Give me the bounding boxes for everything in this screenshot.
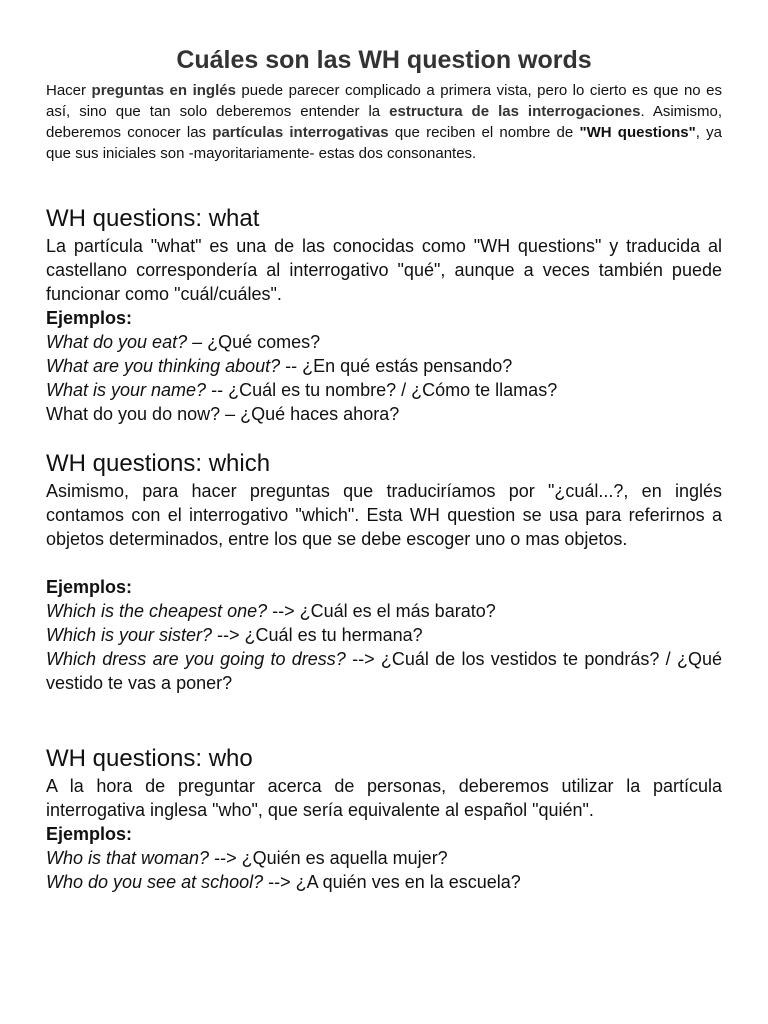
section-paragraph: Asimismo, para hacer preguntas que traduciríamos por "¿cuál...?, en inglés contamos con el interrogativo "which". Esta WH question se usa para referirnos a objetos determinados, entre los que se debe escoger uno o mas objetos. <box>46 481 722 549</box>
intro-text: que reciben el nombre de <box>388 124 580 141</box>
example-spanish: -- ¿En qué estás pensando? <box>280 356 513 376</box>
section-paragraph: La partícula "what" es una de las conocidas como "WH questions" y traducida al castellano correspondería al interrogativo "qué", aunque a veces también puede funcionar como "cuál/cuáles". <box>46 236 722 304</box>
intro-text: . Asimismo, deberemos conocer las <box>46 103 722 141</box>
section-who <box>46 744 722 894</box>
intro-highlight: preguntas en inglés <box>91 82 236 99</box>
section-paragraph: A la hora de preguntar acerca de personas, deberemos utilizar la partícula interrogativa inglesa "who", que sería equivalente al español "quién". <box>46 776 722 820</box>
section-heading: WH questions: what <box>46 205 260 232</box>
spacer <box>46 551 722 575</box>
section-heading: WH questions: which <box>46 450 271 477</box>
example-spanish: --> ¿Cuál es tu hermana? <box>212 625 423 645</box>
intro-highlight: partículas interrogativas <box>212 124 389 141</box>
example-line <box>46 623 722 647</box>
section-what <box>46 204 722 426</box>
section-heading: WH questions: who <box>46 745 253 772</box>
example-spanish: --> ¿A quién ves en la escuela? <box>263 872 521 892</box>
example-spanish: -- ¿Cuál es tu nombre? / ¿Cómo te llamas? <box>206 380 558 400</box>
intro-text: Hacer <box>46 82 92 99</box>
example-spanish: --> ¿Cuál es el más barato? <box>267 601 496 621</box>
example-spanish: --> ¿Cuál de los vestidos te pondrás? / ¿Qué vestido te vas a poner? <box>46 649 722 693</box>
section-which <box>46 449 722 695</box>
intro-text: puede parecer complicado a primera vista, pero lo cierto es que no es así, sino que tan solo deberemos entender la <box>46 82 722 120</box>
example-spanish: What do you do now? – ¿Qué haces ahora? <box>46 404 400 424</box>
example-line <box>46 647 722 695</box>
example-english: Who is that woman? <box>46 848 210 868</box>
example-spanish: --> ¿Quién es aquella mujer? <box>209 848 448 868</box>
example-english: Which dress are you going to dress? <box>46 649 346 669</box>
intro-bold: "WH questions" <box>579 124 696 141</box>
example-english: Who do you see at school? <box>46 872 264 892</box>
example-line <box>46 402 722 426</box>
example-line <box>46 354 722 378</box>
example-line <box>46 599 722 623</box>
example-english: What do you eat? <box>46 332 188 352</box>
intro-highlight: estructura de las interrogaciones <box>389 103 641 120</box>
examples-label: Ejemplos: <box>46 577 133 597</box>
page-title: Cuáles son las WH question words <box>176 46 592 74</box>
intro-text: , ya que sus iniciales son -mayoritariamente- estas dos consonantes. <box>46 124 722 162</box>
examples-label: Ejemplos: <box>46 824 133 844</box>
example-english: Which is the cheapest one? <box>46 601 268 621</box>
example-line <box>46 330 722 354</box>
intro-paragraph <box>46 80 722 164</box>
example-english: What are you thinking about? <box>46 356 281 376</box>
examples-label: Ejemplos: <box>46 308 133 328</box>
example-english: Which is your sister? <box>46 625 213 645</box>
example-line <box>46 846 722 870</box>
example-line <box>46 870 722 894</box>
example-line <box>46 378 722 402</box>
example-english: What is your name? <box>46 380 207 400</box>
example-spanish: – ¿Qué comes? <box>187 332 321 352</box>
